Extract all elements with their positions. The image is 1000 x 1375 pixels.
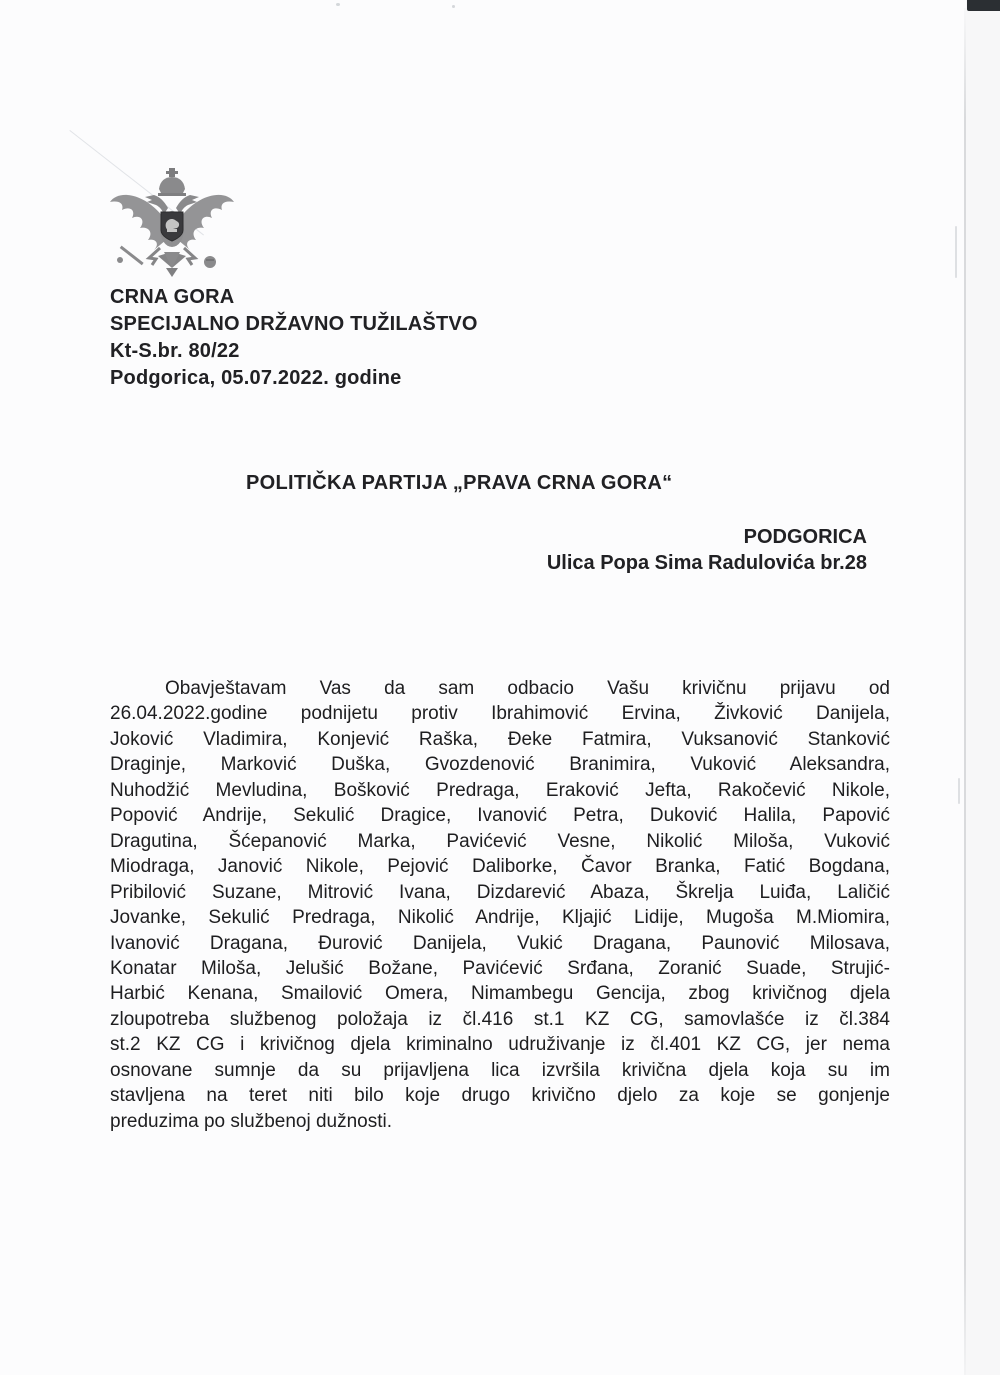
body-line: Dragutina, Šćepanović Marka, Pavićević Vesne, Nikolić Miloša, Vuković [110,830,890,852]
body-line: zloupotreba službenog položaja iz čl.416 st.1 KZ CG, samovlašće iz čl.384 [110,1008,890,1030]
recipient-street: Ulica Popa Sima Radulovića br.28 [546,552,867,574]
letterhead-office: SPECIJALNO DRŽAVNO TUŽILAŠTVO [110,313,478,335]
body-line: Joković Vladimira, Konjević Raška, Đeke Fatmira, Vuksanović Stanković [110,728,890,750]
scan-squiggle [955,226,957,278]
montenegro-coat-of-arms-icon [106,166,238,284]
body-line: Nuhodžić Mevludina, Bošković Predraga, Eraković Jefta, Rakočević Nikole, [110,779,890,801]
body-line: Jovanke, Sekulić Predraga, Nikolić Andrije, Kljajić Lidije, Mugoša M.Miomira, [110,907,890,929]
body-line: stavljena na teret niti bilo koje drugo krivično djelo za koje se gonjenje [110,1085,890,1107]
body-line: preduzima po službenoj dužnosti. [110,1110,393,1132]
scan-speck [452,5,455,8]
scan-edge-line [964,8,966,1375]
body-line: Miodraga, Janović Nikole, Pejović Daliborke, Čavor Branka, Fatić Bogdana, [110,856,890,878]
body-line: Harbić Kenana, Smailović Omera, Nimambegu Gencija, zbog krivičnog djela [110,983,890,1005]
scan-edge-strip [966,0,1000,1375]
body-line: osnovane sumnje da su prijavljena lica izvršila krivična djela koja su im [110,1059,890,1081]
scan-squiggle [958,778,960,804]
recipient-party-name: POLITIČKA PARTIJA „PRAVA CRNA GORA“ [246,472,673,494]
body-line: 26.04.2022.godine podnijetu protiv Ibrahimović Ervina, Živković Danijela, [110,703,890,725]
letterhead [110,284,478,392]
body-line: Draginje, Marković Duška, Gvozdenović Branimira, Vuković Aleksandra, [110,754,890,776]
body-line: st.2 KZ CG i krivičnog djela kriminalno udruživanje iz čl.401 KZ CG, jer nema [110,1034,890,1056]
letterhead-country: CRNA GORA [110,286,235,308]
scan-corner-artifact [967,0,1000,11]
scan-speck [336,3,340,6]
body-line: Konatar Miloša, Jelušić Božane, Pavićević Srđana, Zoranić Suade, Strujić- [110,957,890,979]
body-line: Obavještavam Vas da sam odbacio Vašu krivičnu prijavu od [165,678,890,699]
body-line: Ivanović Dragana, Đurović Danijela, Vukić Dragana, Paunović Milosava, [110,932,890,954]
body-line: Popović Andrije, Sekulić Dragice, Ivanović Petra, Duković Halila, Papović [110,805,890,827]
body-paragraph [110,676,890,1134]
letterhead-place-date: Podgorica, 05.07.2022. godine [110,367,402,389]
body-line: Pribilović Suzane, Mitrović Ivana, Dizdarević Abaza, Škrelja Luiđa, Laličić [110,881,890,903]
letterhead-case-number: Kt-S.br. 80/22 [110,340,240,362]
recipient-address-block [547,524,867,576]
recipient-city: PODGORICA [743,526,867,548]
